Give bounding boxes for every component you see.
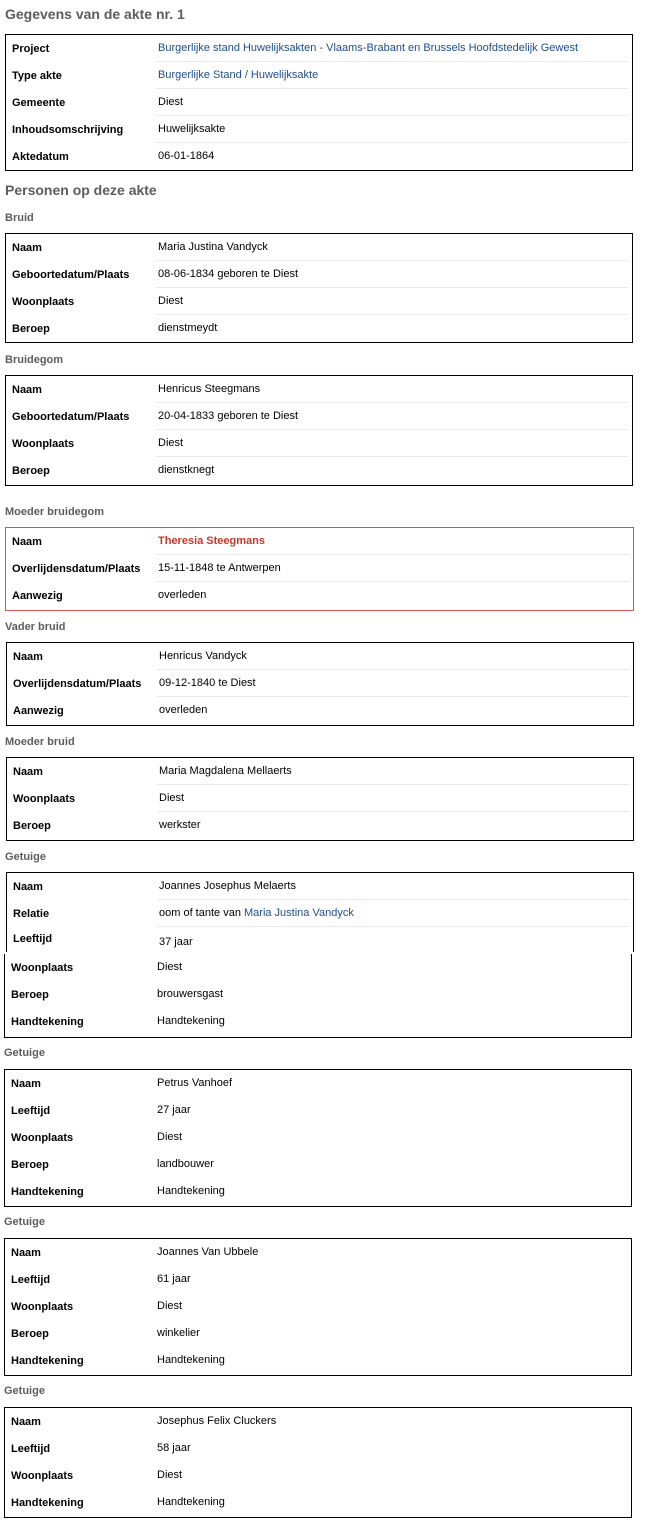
row-beroep bbox=[5, 981, 631, 1008]
naam-value-highlighted: Theresia Steegmans bbox=[158, 535, 265, 547]
woonplaats-value: Diest bbox=[158, 437, 184, 449]
naam-label: Naam bbox=[13, 766, 43, 778]
woonplaats-label: Woonplaats bbox=[13, 793, 76, 805]
row-gemeente bbox=[6, 89, 632, 116]
woonplaats-value: Diest bbox=[157, 1300, 183, 1312]
naam-label: Naam bbox=[12, 384, 42, 396]
geboorte-label: Geboortedatum/Plaats bbox=[12, 411, 130, 423]
row-woonplaats bbox=[6, 288, 632, 315]
bruid-heading: Bruid bbox=[5, 212, 34, 224]
row-aktedatum bbox=[6, 143, 632, 170]
geboorte-value: 08-06-1834 geboren te Diest bbox=[158, 268, 299, 280]
row-naam bbox=[7, 643, 633, 670]
beroep-value: winkelier bbox=[157, 1327, 200, 1339]
leeftijd-value: 27 jaar bbox=[157, 1104, 191, 1116]
relatie-value bbox=[159, 907, 354, 919]
row-geboorte bbox=[6, 403, 632, 430]
leeftijd-label: Leeftijd bbox=[11, 1274, 51, 1286]
row-beroep bbox=[6, 315, 632, 342]
geboorte-label: Geboortedatum/Plaats bbox=[12, 269, 130, 281]
naam-value: Henricus Steegmans bbox=[158, 383, 261, 395]
moeder-bruid-table bbox=[6, 757, 634, 841]
row-beroep bbox=[6, 457, 632, 484]
beroep-label: Beroep bbox=[12, 465, 50, 477]
getuige3-heading: Getuige bbox=[4, 1216, 45, 1228]
getuige1-table-top bbox=[6, 872, 634, 952]
row-project bbox=[6, 35, 632, 62]
handtekening-label: Handtekening bbox=[11, 1016, 84, 1028]
naam-label: Naam bbox=[11, 1078, 41, 1090]
gemeente-label: Gemeente bbox=[12, 97, 66, 109]
naam-label: Naam bbox=[11, 1247, 41, 1259]
woonplaats-label: Woonplaats bbox=[11, 1132, 74, 1144]
row-naam bbox=[6, 234, 632, 261]
vader-bruid-table bbox=[6, 642, 634, 726]
beroep-label: Beroep bbox=[12, 323, 50, 335]
row-relatie bbox=[7, 900, 633, 927]
leeftijd-value: 37 jaar bbox=[159, 936, 193, 948]
page-title: Gegevens van de akte nr. 1 bbox=[5, 6, 185, 22]
naam-label: Naam bbox=[11, 1416, 41, 1428]
getuige2-table bbox=[4, 1069, 632, 1207]
handtekening-label: Handtekening bbox=[11, 1497, 84, 1509]
woonplaats-value: Diest bbox=[157, 1469, 183, 1481]
woonplaats-label: Woonplaats bbox=[11, 962, 74, 974]
row-beroep bbox=[5, 1320, 631, 1347]
relatie-prefix: oom of tante van bbox=[159, 907, 244, 919]
getuige3-table bbox=[4, 1238, 632, 1376]
handtekening-value: Handtekening bbox=[157, 1015, 225, 1027]
persons-heading: Personen op deze akte bbox=[5, 182, 157, 198]
getuige1-table-bottom bbox=[4, 954, 632, 1038]
row-handtekening bbox=[5, 1489, 631, 1516]
row-woonplaats bbox=[5, 1124, 631, 1151]
beroep-label: Beroep bbox=[13, 820, 51, 832]
leeftijd-label: Leeftijd bbox=[11, 1105, 51, 1117]
row-naam bbox=[5, 1408, 631, 1435]
row-inhoudsomschrijving bbox=[6, 116, 632, 143]
project-label: Project bbox=[12, 43, 50, 55]
naam-value: Joannes Josephus Melaerts bbox=[159, 880, 296, 892]
project-link[interactable]: Burgerlijke stand Huwelijksakten - Vlaams-Brabant en Brussels Hoofdstedelijk Gewest bbox=[158, 42, 579, 54]
row-leeftijd bbox=[5, 1266, 631, 1293]
row-naam bbox=[7, 758, 633, 785]
getuige1-heading: Getuige bbox=[5, 851, 46, 863]
moeder-bruidegom-table bbox=[5, 527, 634, 611]
aktedatum-label: Aktedatum bbox=[12, 151, 69, 163]
row-woonplaats bbox=[5, 954, 631, 981]
row-aanwezig bbox=[6, 582, 633, 609]
beroep-label: Beroep bbox=[11, 1159, 49, 1171]
woonplaats-label: Woonplaats bbox=[11, 1301, 74, 1313]
handtekening-value: Handtekening bbox=[157, 1185, 225, 1197]
woonplaats-label: Woonplaats bbox=[12, 438, 75, 450]
row-leeftijd bbox=[5, 1097, 631, 1124]
leeftijd-label: Leeftijd bbox=[13, 933, 53, 945]
handtekening-value: Handtekening bbox=[157, 1354, 225, 1366]
row-beroep bbox=[7, 812, 633, 839]
row-overlijden bbox=[6, 555, 633, 582]
beroep-value: landbouwer bbox=[157, 1158, 214, 1170]
inhoud-label: Inhoudsomschrijving bbox=[12, 124, 124, 136]
naam-value: Josephus Felix Cluckers bbox=[157, 1415, 277, 1427]
overlijden-value: 09-12-1840 te Diest bbox=[159, 677, 256, 689]
row-naam bbox=[6, 528, 633, 555]
row-overlijden bbox=[7, 670, 633, 697]
row-handtekening bbox=[5, 1008, 631, 1035]
moeder-bruidegom-heading: Moeder bruidegom bbox=[5, 506, 105, 518]
row-type-akte bbox=[6, 62, 632, 89]
gemeente-value: Diest bbox=[158, 96, 184, 108]
row-leeftijd bbox=[5, 1435, 631, 1462]
getuige4-heading: Getuige bbox=[4, 1385, 45, 1397]
row-woonplaats bbox=[6, 430, 632, 457]
naam-value: Maria Magdalena Mellaerts bbox=[159, 765, 292, 777]
naam-value: Henricus Vandyck bbox=[159, 650, 247, 662]
row-woonplaats bbox=[5, 1462, 631, 1489]
naam-value: Maria Justina Vandyck bbox=[158, 241, 268, 253]
beroep-value: brouwersgast bbox=[157, 988, 224, 1000]
leeftijd-label: Leeftijd bbox=[11, 1443, 51, 1455]
aktedatum-value: 06-01-1864 bbox=[158, 150, 215, 162]
woonplaats-label: Woonplaats bbox=[12, 296, 75, 308]
beroep-value: dienstmeydt bbox=[158, 322, 218, 334]
row-handtekening bbox=[5, 1178, 631, 1205]
type-akte-label: Type akte bbox=[12, 70, 62, 82]
handtekening-label: Handtekening bbox=[11, 1355, 84, 1367]
row-naam bbox=[5, 1239, 631, 1266]
akte-details-table bbox=[5, 34, 633, 171]
woonplaats-value: Diest bbox=[159, 792, 185, 804]
beroep-value: werkster bbox=[159, 819, 201, 831]
row-aanwezig bbox=[7, 697, 633, 724]
woonplaats-label: Woonplaats bbox=[11, 1470, 74, 1482]
row-leeftijd bbox=[7, 927, 633, 954]
overlijden-value: 15-11-1848 te Antwerpen bbox=[158, 562, 281, 574]
row-geboorte bbox=[6, 261, 632, 288]
naam-label: Naam bbox=[13, 881, 43, 893]
aanwezig-value: overleden bbox=[159, 704, 208, 716]
row-naam bbox=[7, 873, 633, 900]
aanwezig-label: Aanwezig bbox=[13, 705, 64, 717]
row-woonplaats bbox=[5, 1293, 631, 1320]
naam-label: Naam bbox=[12, 242, 42, 254]
leeftijd-value: 58 jaar bbox=[157, 1442, 191, 1454]
beroep-label: Beroep bbox=[11, 1328, 49, 1340]
getuige2-heading: Getuige bbox=[4, 1047, 45, 1059]
row-woonplaats bbox=[7, 785, 633, 812]
row-handtekening bbox=[5, 1347, 631, 1374]
relatie-person-link[interactable]: Maria Justina Vandyck bbox=[244, 907, 354, 919]
row-beroep bbox=[5, 1151, 631, 1178]
bruid-table bbox=[5, 233, 633, 343]
aanwezig-label: Aanwezig bbox=[12, 590, 63, 602]
beroep-value: dienstknegt bbox=[158, 464, 215, 476]
inhoud-value: Huwelijksakte bbox=[158, 123, 226, 135]
woonplaats-value: Diest bbox=[157, 1131, 183, 1143]
aanwezig-value: overleden bbox=[158, 589, 207, 601]
moeder-bruid-heading: Moeder bruid bbox=[5, 736, 75, 748]
handtekening-value: Handtekening bbox=[157, 1496, 225, 1508]
bruidegom-table bbox=[5, 375, 633, 486]
naam-label: Naam bbox=[13, 651, 43, 663]
naam-value: Petrus Vanhoef bbox=[157, 1077, 233, 1089]
getuige4-table bbox=[4, 1407, 632, 1518]
woonplaats-value: Diest bbox=[158, 295, 184, 307]
leeftijd-value: 61 jaar bbox=[157, 1273, 191, 1285]
row-naam bbox=[6, 376, 632, 403]
vader-bruid-heading: Vader bruid bbox=[5, 621, 66, 633]
beroep-label: Beroep bbox=[11, 989, 49, 1001]
geboorte-value: 20-04-1833 geboren te Diest bbox=[158, 410, 299, 422]
handtekening-label: Handtekening bbox=[11, 1186, 84, 1198]
row-naam bbox=[5, 1070, 631, 1097]
bruidegom-heading: Bruidegom bbox=[5, 354, 64, 366]
naam-label: Naam bbox=[12, 536, 42, 548]
naam-value: Joannes Van Ubbele bbox=[157, 1246, 259, 1258]
overlijden-label: Overlijdensdatum/Plaats bbox=[12, 563, 141, 575]
woonplaats-value: Diest bbox=[157, 961, 183, 973]
type-akte-link[interactable]: Burgerlijke Stand / Huwelijksakte bbox=[158, 69, 319, 81]
overlijden-label: Overlijdensdatum/Plaats bbox=[13, 678, 142, 690]
relatie-label: Relatie bbox=[13, 908, 50, 920]
